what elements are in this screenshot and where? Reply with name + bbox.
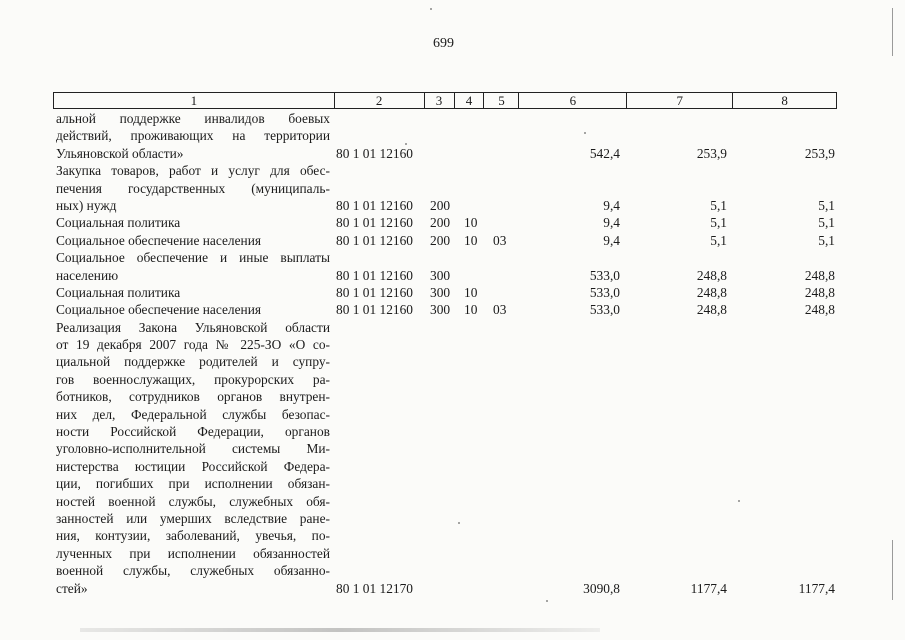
subsection-code: 03 (493, 232, 507, 248)
row-line (53, 214, 843, 231)
scan-speck (738, 500, 740, 502)
scan-edge-mark (892, 540, 893, 600)
row-line (53, 284, 843, 301)
row-description: гов военнослужащих, прокурорских ра- (56, 371, 330, 387)
amount-col-8: 1177,4 (798, 580, 835, 596)
row-description: стей» (56, 580, 88, 596)
row-description: Ульяновской области» (56, 145, 184, 161)
row-description: от 19 декабря 2007 года № 225-ЗО «О со- (56, 337, 330, 353)
row-line (53, 562, 843, 579)
row-line (53, 423, 843, 440)
amount-col-8: 248,8 (804, 302, 835, 318)
expense-type-code: 300 (430, 267, 451, 283)
amount-col-7: 5,1 (710, 215, 727, 231)
row-description: нистерства юстиции Российской Федера- (56, 458, 330, 474)
table-row (53, 162, 843, 214)
scan-speck (430, 8, 432, 10)
row-description: печения государственных (муниципаль- (56, 180, 330, 196)
row-description: населению (56, 267, 119, 283)
row-line (53, 145, 843, 162)
header-col-4: 4 (455, 93, 485, 108)
scan-speck (458, 522, 460, 524)
table-row (53, 249, 843, 284)
row-line (53, 510, 843, 527)
row-description: Социальная политика (56, 284, 181, 300)
amount-col-8: 5,1 (818, 232, 835, 248)
amount-col-7: 5,1 (710, 232, 727, 248)
row-line (53, 249, 843, 266)
table-row (53, 232, 843, 249)
scan-speck (584, 132, 586, 134)
row-description: ботников, сотрудников органов внутрен- (56, 389, 330, 405)
row-description: ности Российской Федерации, органов (56, 424, 330, 440)
row-description: ных) нужд (56, 197, 117, 213)
row-line (53, 440, 843, 457)
table-row (53, 110, 843, 162)
amount-col-8: 5,1 (818, 197, 835, 213)
table-row (53, 284, 843, 301)
row-line (53, 493, 843, 510)
row-line (53, 458, 843, 475)
table-header (53, 92, 837, 109)
amount-col-6: 9,4 (603, 197, 620, 213)
section-code: 10 (464, 302, 478, 318)
section-code: 10 (464, 284, 478, 300)
section-code: 10 (464, 215, 478, 231)
amount-col-6: 9,4 (603, 215, 620, 231)
row-line (53, 197, 843, 214)
header-col-3: 3 (425, 93, 455, 108)
header-col-7: 7 (627, 93, 733, 108)
expense-type-code: 200 (430, 232, 451, 248)
table-row (53, 319, 843, 597)
amount-col-7: 248,8 (696, 302, 727, 318)
row-description: действий, проживающих на территории (56, 128, 330, 144)
row-line (53, 545, 843, 562)
target-article-code: 80 1 01 12160 (336, 302, 413, 318)
target-article-code: 80 1 01 12160 (336, 267, 413, 283)
expense-type-code: 200 (430, 197, 451, 213)
amount-col-8: 253,9 (804, 145, 835, 161)
row-description: альной поддержке инвалидов боевых (56, 111, 330, 126)
row-line (53, 301, 843, 318)
scan-edge-mark (892, 8, 893, 56)
amount-col-7: 253,9 (696, 145, 727, 161)
target-article-code: 80 1 01 12160 (336, 197, 413, 213)
row-line (53, 406, 843, 423)
amount-col-6: 9,4 (603, 232, 620, 248)
row-description: уголовно-исполнительной системы Ми- (56, 441, 330, 457)
row-description: них дел, Федеральной службы безопас- (56, 406, 330, 422)
amount-col-7: 248,8 (696, 267, 727, 283)
expense-type-code: 300 (430, 302, 451, 318)
section-code: 10 (464, 232, 478, 248)
row-line (53, 527, 843, 544)
row-description: Социальное обеспечение и иные выплаты (56, 250, 330, 266)
row-description: Закупка товаров, работ и услуг для обес- (56, 163, 330, 179)
expense-type-code: 200 (430, 215, 451, 231)
scan-bottom-smudge (80, 628, 600, 632)
target-article-code: 80 1 01 12170 (336, 580, 413, 596)
row-line (53, 162, 843, 179)
row-description: Социальное обеспечение населения (56, 232, 262, 248)
amount-col-6: 3090,8 (583, 580, 620, 596)
row-description: лученных при исполнении обязанностей (56, 545, 330, 561)
target-article-code: 80 1 01 12160 (336, 232, 413, 248)
row-description: занностей или умерших вследствие ране- (56, 510, 330, 526)
row-line (53, 353, 843, 370)
amount-col-8: 248,8 (804, 284, 835, 300)
target-article-code: 80 1 01 12160 (336, 284, 413, 300)
amount-col-6: 533,0 (589, 284, 620, 300)
row-line (53, 371, 843, 388)
table-body (53, 110, 843, 597)
amount-col-6: 533,0 (589, 302, 620, 318)
header-col-8: 8 (781, 93, 788, 108)
row-line (53, 110, 843, 127)
expense-type-code: 300 (430, 284, 451, 300)
row-line (53, 336, 843, 353)
amount-col-8: 248,8 (804, 267, 835, 283)
row-description: ции, погибших при исполнении обязан- (56, 476, 330, 492)
header-col-2: 2 (335, 93, 425, 108)
row-line (53, 580, 843, 597)
header-col-6: 6 (519, 93, 627, 108)
row-description: Социальное обеспечение населения (56, 302, 262, 318)
scan-speck (546, 600, 548, 602)
row-line (53, 475, 843, 492)
header-col-5: 5 (484, 93, 519, 108)
amount-col-6: 542,4 (589, 145, 620, 161)
scan-speck (405, 143, 407, 145)
target-article-code: 80 1 01 12160 (336, 215, 413, 231)
target-article-code: 80 1 01 12160 (336, 145, 413, 161)
row-line (53, 127, 843, 144)
page-number: 699 (433, 36, 454, 51)
row-line (53, 180, 843, 197)
amount-col-7: 248,8 (696, 284, 727, 300)
row-line (53, 319, 843, 336)
subsection-code: 03 (493, 302, 507, 318)
row-line (53, 232, 843, 249)
amount-col-6: 533,0 (589, 267, 620, 283)
row-description: ностей военной службы, служебных обя- (56, 493, 330, 509)
amount-col-7: 1177,4 (690, 580, 727, 596)
table-row (53, 301, 843, 318)
row-line (53, 388, 843, 405)
row-description: военной службы, служебных обязанно- (56, 563, 330, 579)
amount-col-8: 5,1 (818, 215, 835, 231)
table-row (53, 214, 843, 231)
row-description: Реализация Закона Ульяновской области (56, 319, 330, 335)
amount-col-7: 5,1 (710, 197, 727, 213)
row-line (53, 267, 843, 284)
row-description: циальной поддержке родителей и супру- (56, 354, 330, 370)
row-description: Социальная политика (56, 215, 181, 231)
header-col-1: 1 (54, 93, 335, 108)
row-description: ния, контузии, заболеваний, увечья, по- (56, 528, 330, 544)
